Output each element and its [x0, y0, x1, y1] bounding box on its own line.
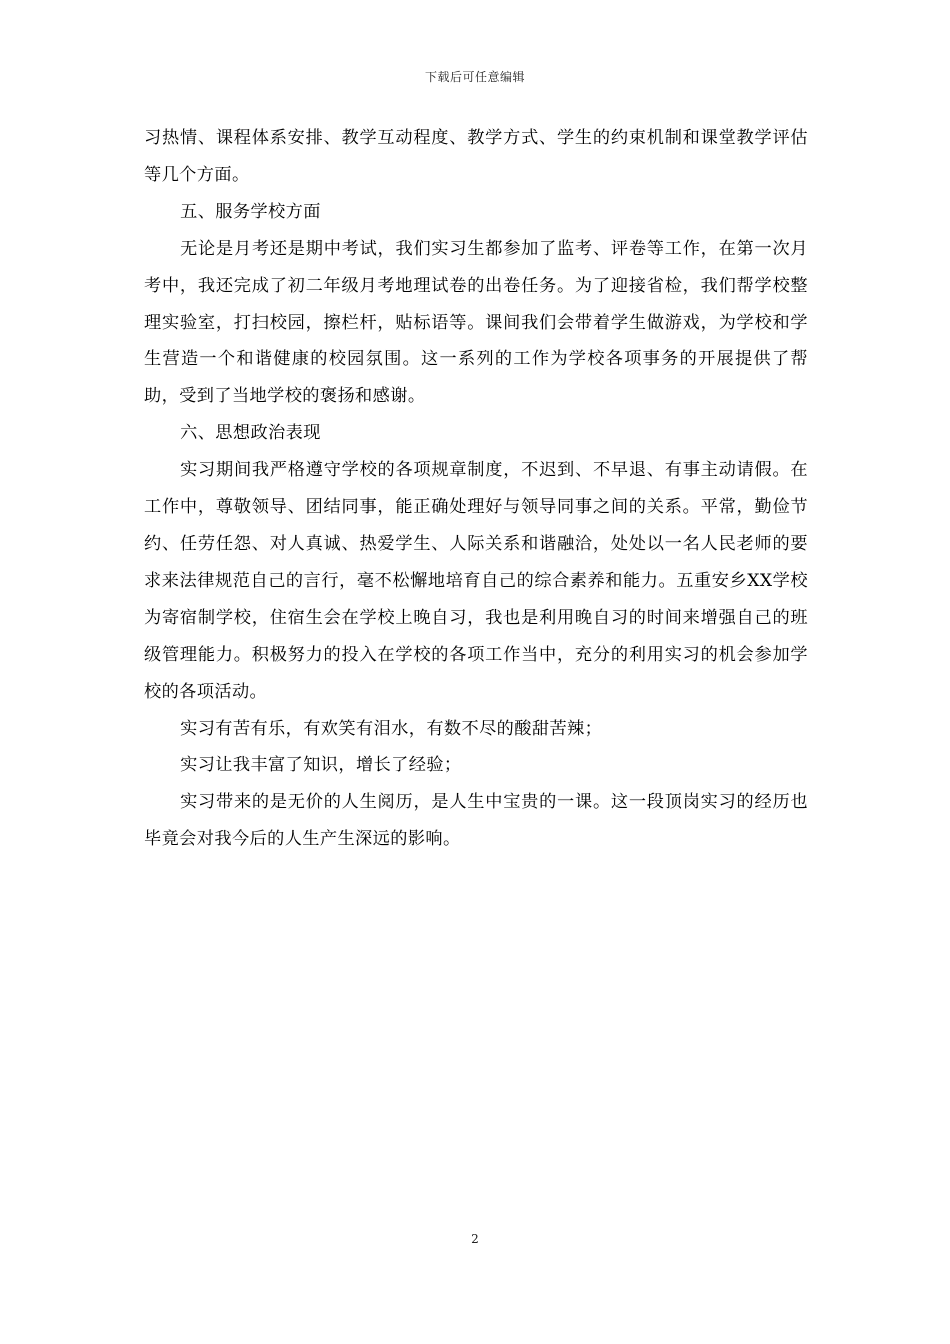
paragraph-summary-2: 实习让我丰富了知识，增长了经验；: [180, 755, 462, 776]
page-header: 下载后可任意编辑: [424, 70, 525, 84]
paragraph-summary-1: 实习有苦有乐，有欢笑有泪水，有数不尽的酸甜苦辣；: [180, 718, 603, 739]
document-body: [144, 120, 808, 858]
page-number: 2: [471, 1232, 479, 1246]
paragraph-service: 无论是月考还是期中考试，我们实习生都参加了监考、评卷等工作，在第一次月考中，我还完成了初二年级月考地理试卷的出卷任务。为了迎接省检，我们帮学校整理实验室，打扫校园，擦栏杆，贴标语等。课间我们会带着学生做游戏，为学校和学生营造一个和谐健康的校园氛围。这一系列的工作为学校各项事务的开展提供了帮助，受到了当地学校的褒扬和感谢。: [144, 238, 808, 407]
paragraph-continuation: 习热情、课程体系安排、教学互动程度、教学方式、学生的约束机制和课堂教学评估等几个方面。: [144, 128, 808, 185]
paragraph-ideology: 实习期间我严格遵守学校的各项规章制度，不迟到、不早退、有事主动请假。在工作中，尊敬领导、团结同事，能正确处理好与领导同事之间的关系。平常，勤俭节约、任劳任怨、对人真诚、热爱学生、人际关系和谐融洽，处处以一名人民老师的要求来法律规范自己的言行，毫不松懈地培育自己的综合素养和能力。五重安乡XX学校为寄宿制学校，住宿生会在学校上晚自习，我也是利用晚自习的时间来增强自己的班级管理能力。积极努力的投入在学校的各项工作当中，充分的利用实习的机会参加学校的各项活动。: [144, 460, 808, 702]
section-heading-service: 五、服务学校方面: [180, 201, 321, 222]
section-heading-ideology: 六、思想政治表现: [180, 423, 321, 444]
paragraph-summary-3: 实习带来的是无价的人生阅历，是人生中宝贵的一课。这一段顶岗实习的经历也毕竟会对我今后的人生产生深远的影响。: [144, 792, 808, 850]
